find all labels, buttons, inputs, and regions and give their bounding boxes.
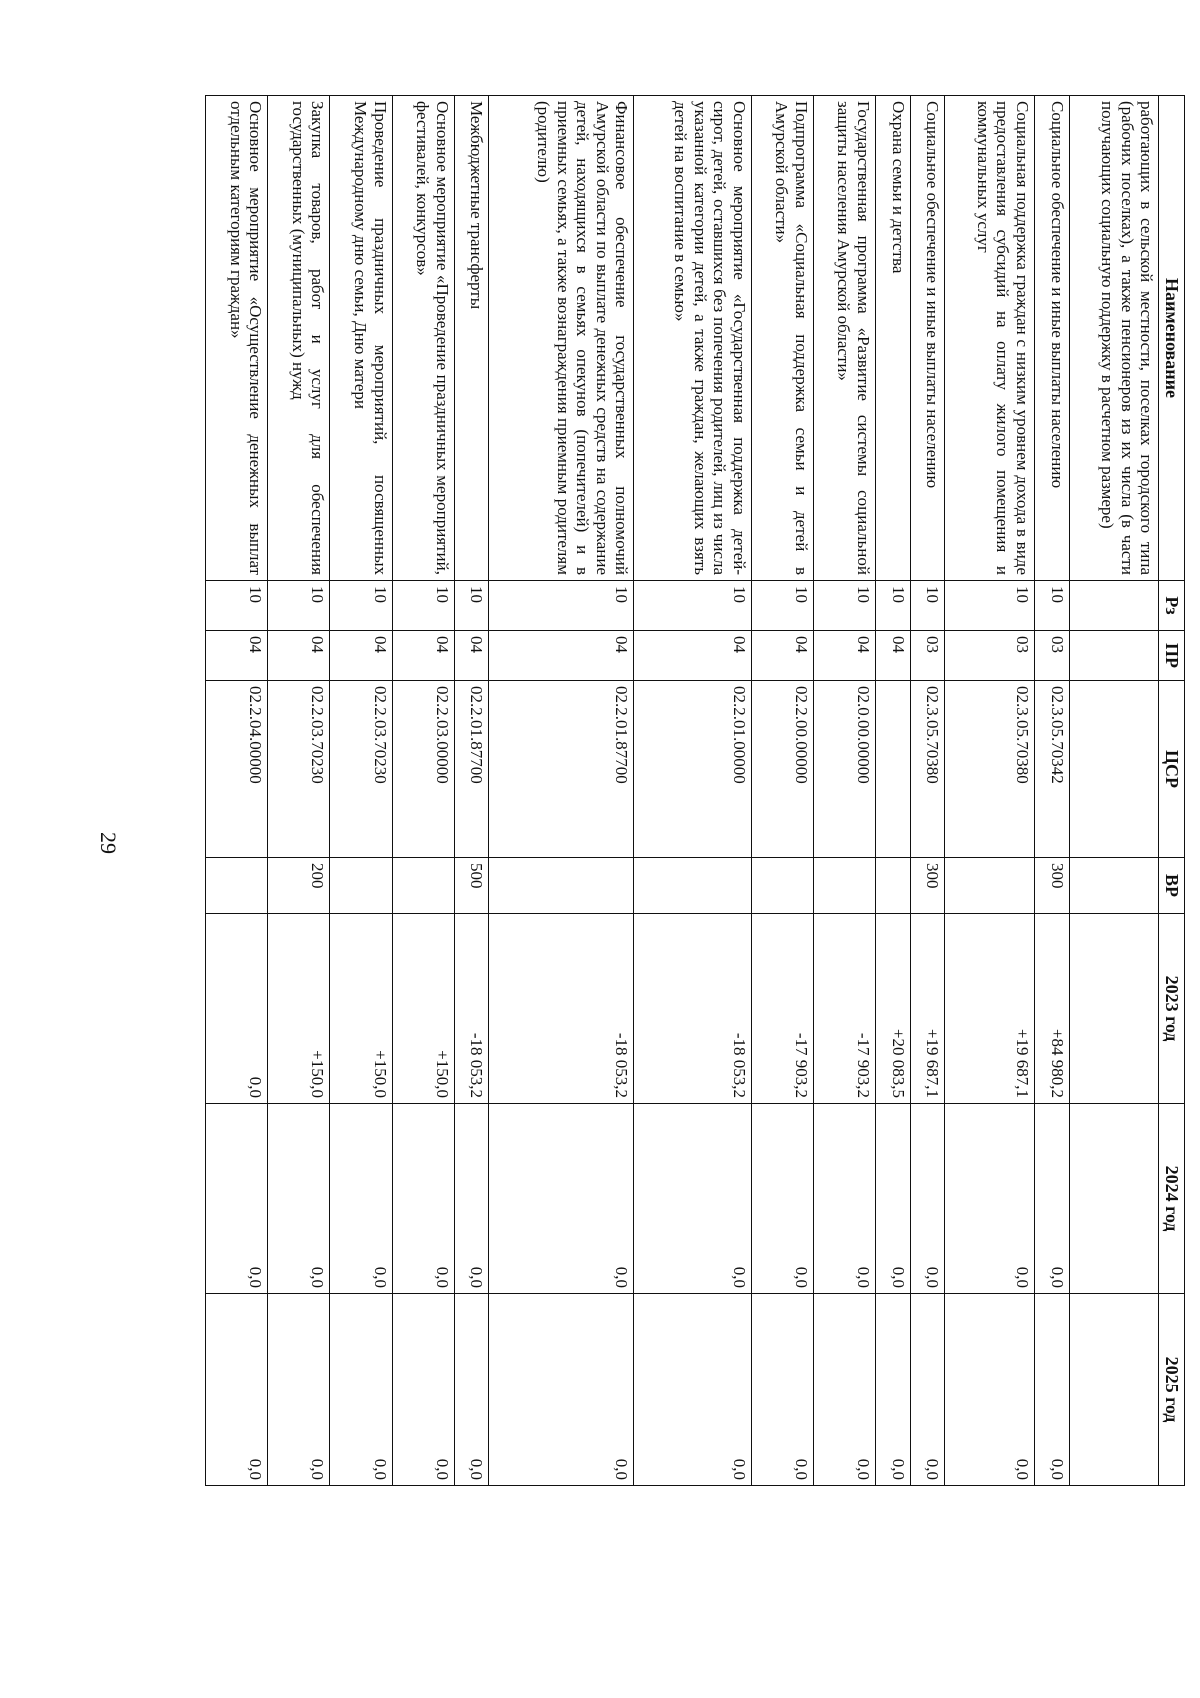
row-vr	[945, 858, 1035, 914]
row-2025: 0,0	[945, 1294, 1035, 1486]
header-vr: ВР	[1159, 858, 1185, 914]
row-2024: 0,0	[1034, 1104, 1069, 1294]
row-2024: 0,0	[392, 1104, 454, 1294]
table-row	[751, 96, 813, 1486]
row-vr: 500	[454, 858, 489, 914]
row-name: Проведение праздничных мероприятий, посвященных Международному дню семьи, Дню матери	[330, 96, 392, 581]
row-rz	[1069, 581, 1159, 631]
header-2023: 2023 год	[1159, 914, 1185, 1104]
row-2024: 0,0	[268, 1104, 330, 1294]
budget-table	[205, 95, 1185, 1486]
row-2025: 0,0	[813, 1294, 875, 1486]
row-2023: 0,0	[206, 914, 268, 1104]
table-row	[875, 96, 910, 1486]
row-2025: 0,0	[454, 1294, 489, 1486]
table-row	[945, 96, 1035, 1486]
header-2024: 2024 год	[1159, 1104, 1185, 1294]
table-row	[813, 96, 875, 1486]
row-2023: -18 053,2	[634, 914, 751, 1104]
row-name: Межбюджетные трансферты	[454, 96, 489, 581]
row-rz: 10	[910, 581, 945, 631]
row-pr: 04	[751, 631, 813, 681]
row-csr: 02.2.03.70230	[330, 681, 392, 858]
row-name: Социальное обеспечение и иные выплаты населению	[910, 96, 945, 581]
row-vr	[489, 858, 634, 914]
header-2025: 2025 год	[1159, 1294, 1185, 1486]
row-csr: 02.2.03.00000	[392, 681, 454, 858]
row-csr: 02.2.04.00000	[206, 681, 268, 858]
row-2025	[1069, 1294, 1159, 1486]
table-row	[392, 96, 454, 1486]
table-row	[1069, 96, 1159, 1486]
row-2025: 0,0	[206, 1294, 268, 1486]
table-row	[268, 96, 330, 1486]
row-2023: +84 980,2	[1034, 914, 1069, 1104]
row-2023: +20 083,5	[875, 914, 910, 1104]
row-name: Подпрограмма «Социальная поддержка семьи и детей в Амурской области»	[751, 96, 813, 581]
row-name: Финансовое обеспечение государственных полномочий Амурской области по выплате денежных средств на содержание детей, находящихся в семьях опекунов (попечителей) и в приемных семьях, а также вознаграждения приемным родителям (родителю)	[489, 96, 634, 581]
row-2023	[1069, 914, 1159, 1104]
row-rz: 10	[392, 581, 454, 631]
row-2025: 0,0	[392, 1294, 454, 1486]
row-2024: 0,0	[875, 1104, 910, 1294]
row-2024: 0,0	[910, 1104, 945, 1294]
table-row	[330, 96, 392, 1486]
row-2025: 0,0	[751, 1294, 813, 1486]
row-rz: 10	[634, 581, 751, 631]
row-pr: 03	[1034, 631, 1069, 681]
row-name: Основное мероприятие «Государственная поддержка детей-сирот, детей, оставшихся без попечения родителей, лиц из числа указанной категории детей, а также граждан, желающих взять детей на воспитание в семью»	[634, 96, 751, 581]
table-row	[206, 96, 268, 1486]
table-row	[454, 96, 489, 1486]
row-rz: 10	[945, 581, 1035, 631]
row-csr: 02.2.01.87700	[454, 681, 489, 858]
row-rz: 10	[875, 581, 910, 631]
row-rz: 10	[751, 581, 813, 631]
table-row	[1034, 96, 1069, 1486]
header-csr: ЦСР	[1159, 681, 1185, 858]
header-name: Наименование	[1159, 96, 1185, 581]
row-vr	[392, 858, 454, 914]
row-rz: 10	[268, 581, 330, 631]
row-2024: 0,0	[206, 1104, 268, 1294]
row-name: Социальное обеспечение и иные выплаты населению	[1034, 96, 1069, 581]
row-csr: 02.2.01.87700	[489, 681, 634, 858]
row-rz: 10	[454, 581, 489, 631]
row-2024: 0,0	[330, 1104, 392, 1294]
row-vr	[330, 858, 392, 914]
row-2023: +150,0	[330, 914, 392, 1104]
table-row	[910, 96, 945, 1486]
row-2024	[1069, 1104, 1159, 1294]
row-name: Основное мероприятие «Проведение праздничных мероприятий, фестивалей, конкурсов»	[392, 96, 454, 581]
row-2025: 0,0	[910, 1294, 945, 1486]
row-2024: 0,0	[634, 1104, 751, 1294]
row-2023: -18 053,2	[454, 914, 489, 1104]
row-2023: +150,0	[268, 914, 330, 1104]
row-vr: 300	[1034, 858, 1069, 914]
row-name: Основное мероприятие «Осуществление денежных выплат отдельным категориям граждан»	[206, 96, 268, 581]
row-pr: 04	[206, 631, 268, 681]
row-vr	[813, 858, 875, 914]
row-2024: 0,0	[489, 1104, 634, 1294]
row-csr: 02.3.05.70342	[1034, 681, 1069, 858]
row-2025: 0,0	[268, 1294, 330, 1486]
row-pr: 04	[454, 631, 489, 681]
row-vr	[634, 858, 751, 914]
row-vr: 200	[268, 858, 330, 914]
row-2024: 0,0	[751, 1104, 813, 1294]
row-csr: 02.2.01.00000	[634, 681, 751, 858]
header-rz: Рз	[1159, 581, 1185, 631]
row-2025: 0,0	[875, 1294, 910, 1486]
row-name: Охрана семьи и детства	[875, 96, 910, 581]
row-pr: 04	[268, 631, 330, 681]
header-pr: ПР	[1159, 631, 1185, 681]
row-pr	[1069, 631, 1159, 681]
header-row	[1159, 96, 1185, 1486]
row-rz: 10	[813, 581, 875, 631]
row-csr	[1069, 681, 1159, 858]
row-pr: 04	[875, 631, 910, 681]
row-pr: 03	[945, 631, 1035, 681]
row-2023: +19 687,1	[945, 914, 1035, 1104]
row-rz: 10	[206, 581, 268, 631]
row-2023: +19 687,1	[910, 914, 945, 1104]
row-2025: 0,0	[1034, 1294, 1069, 1486]
row-pr: 04	[330, 631, 392, 681]
row-pr: 04	[392, 631, 454, 681]
row-2023: -17 903,2	[751, 914, 813, 1104]
row-pr: 04	[634, 631, 751, 681]
page-number: 29	[96, 832, 121, 854]
row-name: Закупка товаров, работ и услуг для обеспечения государственных (муниципальных) нужд	[268, 96, 330, 581]
row-vr	[1069, 858, 1159, 914]
row-rz: 10	[1034, 581, 1069, 631]
row-vr	[206, 858, 268, 914]
row-pr: 03	[910, 631, 945, 681]
row-csr	[875, 681, 910, 858]
row-vr	[875, 858, 910, 914]
row-rz: 10	[330, 581, 392, 631]
row-2025: 0,0	[634, 1294, 751, 1486]
row-2023: -18 053,2	[489, 914, 634, 1104]
table-row	[634, 96, 751, 1486]
row-2024: 0,0	[813, 1104, 875, 1294]
row-csr: 02.3.05.70380	[945, 681, 1035, 858]
row-vr	[751, 858, 813, 914]
rotated-table-container	[205, 95, 1185, 1485]
row-2024: 0,0	[454, 1104, 489, 1294]
row-csr: 02.0.00.00000	[813, 681, 875, 858]
row-vr: 300	[910, 858, 945, 914]
row-name: работающих в сельской местности, поселках городского типа (рабочих поселках), а также пенсионеров из их числа (в части получающих социальную поддержку в расчетном размере)	[1069, 96, 1159, 581]
row-pr: 04	[489, 631, 634, 681]
row-csr: 02.3.05.70380	[910, 681, 945, 858]
row-2023: +150,0	[392, 914, 454, 1104]
row-2024: 0,0	[945, 1104, 1035, 1294]
row-name: Государственная программа «Развитие системы социальной защиты населения Амурской области»	[813, 96, 875, 581]
row-csr: 02.2.03.70230	[268, 681, 330, 858]
row-2025: 0,0	[330, 1294, 392, 1486]
row-pr: 04	[813, 631, 875, 681]
row-csr: 02.2.00.00000	[751, 681, 813, 858]
row-2025: 0,0	[489, 1294, 634, 1486]
row-rz: 10	[489, 581, 634, 631]
row-name: Социальная поддержка граждан с низким уровнем дохода в виде предоставления субсидий на оплату жилого помещения и коммунальных услуг	[945, 96, 1035, 581]
table-row	[489, 96, 634, 1486]
row-2023: -17 903,2	[813, 914, 875, 1104]
